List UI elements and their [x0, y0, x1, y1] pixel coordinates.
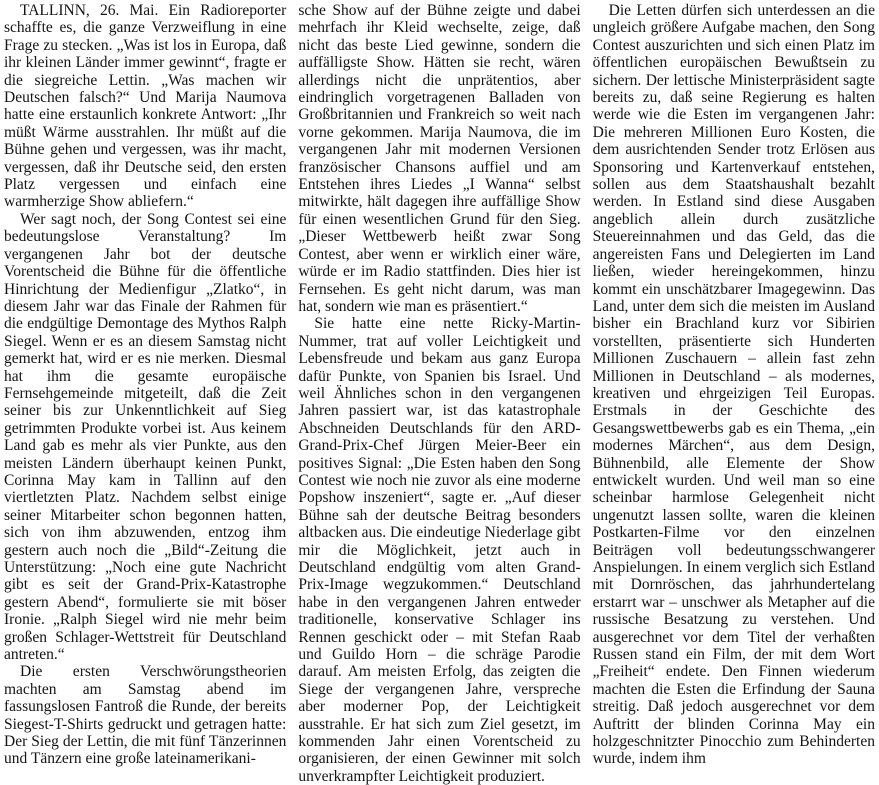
article-paragraph: TALLINN, 26. Mai. Ein Radioreporter schaffte es, die ganze Verzweiflung in eine Frage zu stecken. „Was ist los in Europa, daß ihr kleinen Länder immer gewinnt“, fragte er die siegreiche Lettin. „Was machen wir Deutschen falsch?“ Und Marija Naumova hatte eine erstaunlich konkrete Antwort: „Ihr müßt Wärme ausstrahlen. Ihr müßt auf die Bühne gehen und vergessen, was ihr macht, vergessen, daß ihr Deutsche seid, den ersten Platz vergessen und einfach eine warmherzige Show abliefern.“ [4, 2, 287, 211]
article-paragraph: Sie hatte eine nette Ricky-Martin-Nummer, trat auf voller Leichtigkeit und Lebensfreude und bekam aus ganz Europa dafür Punkte, von Spanien bis Israel. Und weil Ähnliches schon in den vergangenen Jahren passiert war, ist das katastrophale Abschneiden Deutschlands für den ARD-Grand-Prix-Chef Jürgen Meier-Beer ein positives Signal: „Die Esten haben den Song Contest wie noch nie zuvor als eine moderne Popshow inszeniert“, sagte er. „Auf dieser Bühne sah der deutsche Beitrag besonders altbacken aus. Die eindeutige Niederlage gibt mir die Möglichkeit, jetzt auch in Deutschland endgültig vom alten Grand-Prix-Image wegzukommen.“ Deutschland habe in den vergangenen Jahren entweder traditionelle, konservative Schlager ins Rennen geschickt oder – mit Stefan Raab und Guildo Horn – die schräge Parodie darauf. Am meisten Erfolg, das zeigten die Siege der vergangenen Jahre, verspreche aber moderner Pop, der Leichtigkeit ausstrahle. Er hat sich zum Ziel gesetzt, im kommenden Jahr einen Vorentscheid zu organisieren, der einen Gewinner mit solch unverkrampfter Leichtigkeit produziert. [298, 315, 581, 785]
article-column-2 [298, 2, 581, 785]
article-column-3 [592, 2, 875, 768]
article-paragraph: Die Letten dürfen sich unterdessen an die ungleich größere Aufgabe machen, den Song Contest auszurichten und sich einen Platz im öffentlichen europäischen Bewußtsein zu sichern. Der lettische Ministerpräsident sagte bereits zu, daß seine Regierung es halten werde wie die Esten im vergangenen Jahr: Die mehreren Millionen Euro Kosten, die dem ausrichtenden Sender trotz Erlösen aus Sponsoring und Kartenverkauf entstehen, sollen aus dem Staatshaushalt bezahlt werden. In Estland sind diese Ausgaben angeblich allein durch zusätzliche Steuereinnahmen und das Geld, das die angereisten Fans und Delegierten im Land ließen, wieder hereingekommen, hinzu kommt ein unschätzbarer Imagegewinn. Das Land, unter dem sich die meisten im Ausland bisher ein Brachland kurz vor Sibirien vorstellten, präsentierte sich Hunderten Millionen Zuschauern – allein fast zehn Millionen in Deutschland – als modernes, kreativen und ehrgeizigen Teil Europas. Erstmals in der Geschichte des Gesangswettbewerbs gab es ein Thema, „ein modernes Märchen“, aus dem Design, Bühnenbild, alle Elemente der Show entwickelt wurden. Und weil man so eine scheinbar harmlose Gelegenheit nicht ungenutzt lassen sollte, waren die kleinen Postkarten-Filme vor den einzelnen Beiträgen voll bedeutungsschwangerer Anspielungen. In einem verglich sich Estland mit Dornröschen, das jahrhundertelang erstarrt war – unschwer als Metapher auf die russische Besatzung zu verstehen. Und ausgerechnet vor dem Titel der verhaßten Russen stand ein Film, der mit dem Wort „Freiheit“ endete. Den Finnen wiederum machten die Esten die Erfindung der Sauna streitig. Daß jedoch ausgerechnet vor dem Auftritt der blinden Corinna May ein holzgeschnitzter Pinocchio zum Behinderten wurde, indem ihm [592, 2, 875, 768]
article-paragraph: sche Show auf der Bühne zeigte und dabei mehrfach ihr Kleid wechselte, zeige, daß nicht das beste Lied gewinne, sondern die auffälligste Show. Hätten sie recht, wären allerdings nicht die unprätentios, aber eindringlich vorgetragenen Balladen von Großbritannien und Frankreich so weit nach vorne gekommen. Marija Naumova, die im vergangenen Jahr mit modernen Versionen französischer Chansons auffiel und am Entstehen ihres Liedes „I Wanna“ selbst mitwirkte, hält dagegen ihre auffällige Show für einen wesentlichen Grund für den Sieg. „Dieser Wettbewerb heißt zwar Song Contest, aber wenn er wirklich einer wäre, würde er im Radio stattfinden. Dies hier ist Fernsehen. Es geht nicht darum, was man hat, sondern wie man es präsentiert.“ [298, 2, 581, 315]
article-paragraph: Wer sagt noch, der Song Contest sei eine bedeutungslose Veranstaltung? Im vergangenen Jahr bot der deutsche Vorentscheid die Bühne für die öffentliche Hinrichtung der Medienfigur „Zlatko“, in diesem Jahr war das Finale der Rahmen für die endgültige Demontage des Mythos Ralph Siegel. Wenn er es an diesem Samstag nicht gemerkt hat, wird er es nie merken. Diesmal hat ihm die gesamte europäische Fernsehgemeinde mitgeteilt, daß die Zeit seiner bis zur Unkenntlichkeit auf Sieg getrimmten Produkte vorbei ist. Aus keinem Land gab es mehr als vier Punkte, aus den meisten Ländern überhaupt keinen Punkt, Corinna May kam in Tallinn auf den viertletzten Platz. Nachdem selbst einige seiner Mitarbeiter schon begonnen hatten, sich von ihm abzuwenden, entzog ihm gestern auch noch die „Bild“-Zeitung die Unterstützung: „Noch eine gute Nachricht gibt es seit der Grand-Prix-Katastrophe gestern Abend“, formulierte sie mit böser Ironie. „Ralph Siegel wird nie mehr beim großen Schlager-Wettstreit für Deutschland antreten.“ [4, 210, 287, 664]
article-paragraph: Die ersten Verschwörungstheorien machten am Samstag abend im fassungslosen Fantroß die Runde, der bereits Siegest-T-Shirts gedruckt und getragen hatte: Der Sieg der Lettin, die mit fünf Tänzerinnen und Tänzern eine große lateinamerikani- [4, 663, 287, 768]
article-column-1 [4, 2, 287, 768]
